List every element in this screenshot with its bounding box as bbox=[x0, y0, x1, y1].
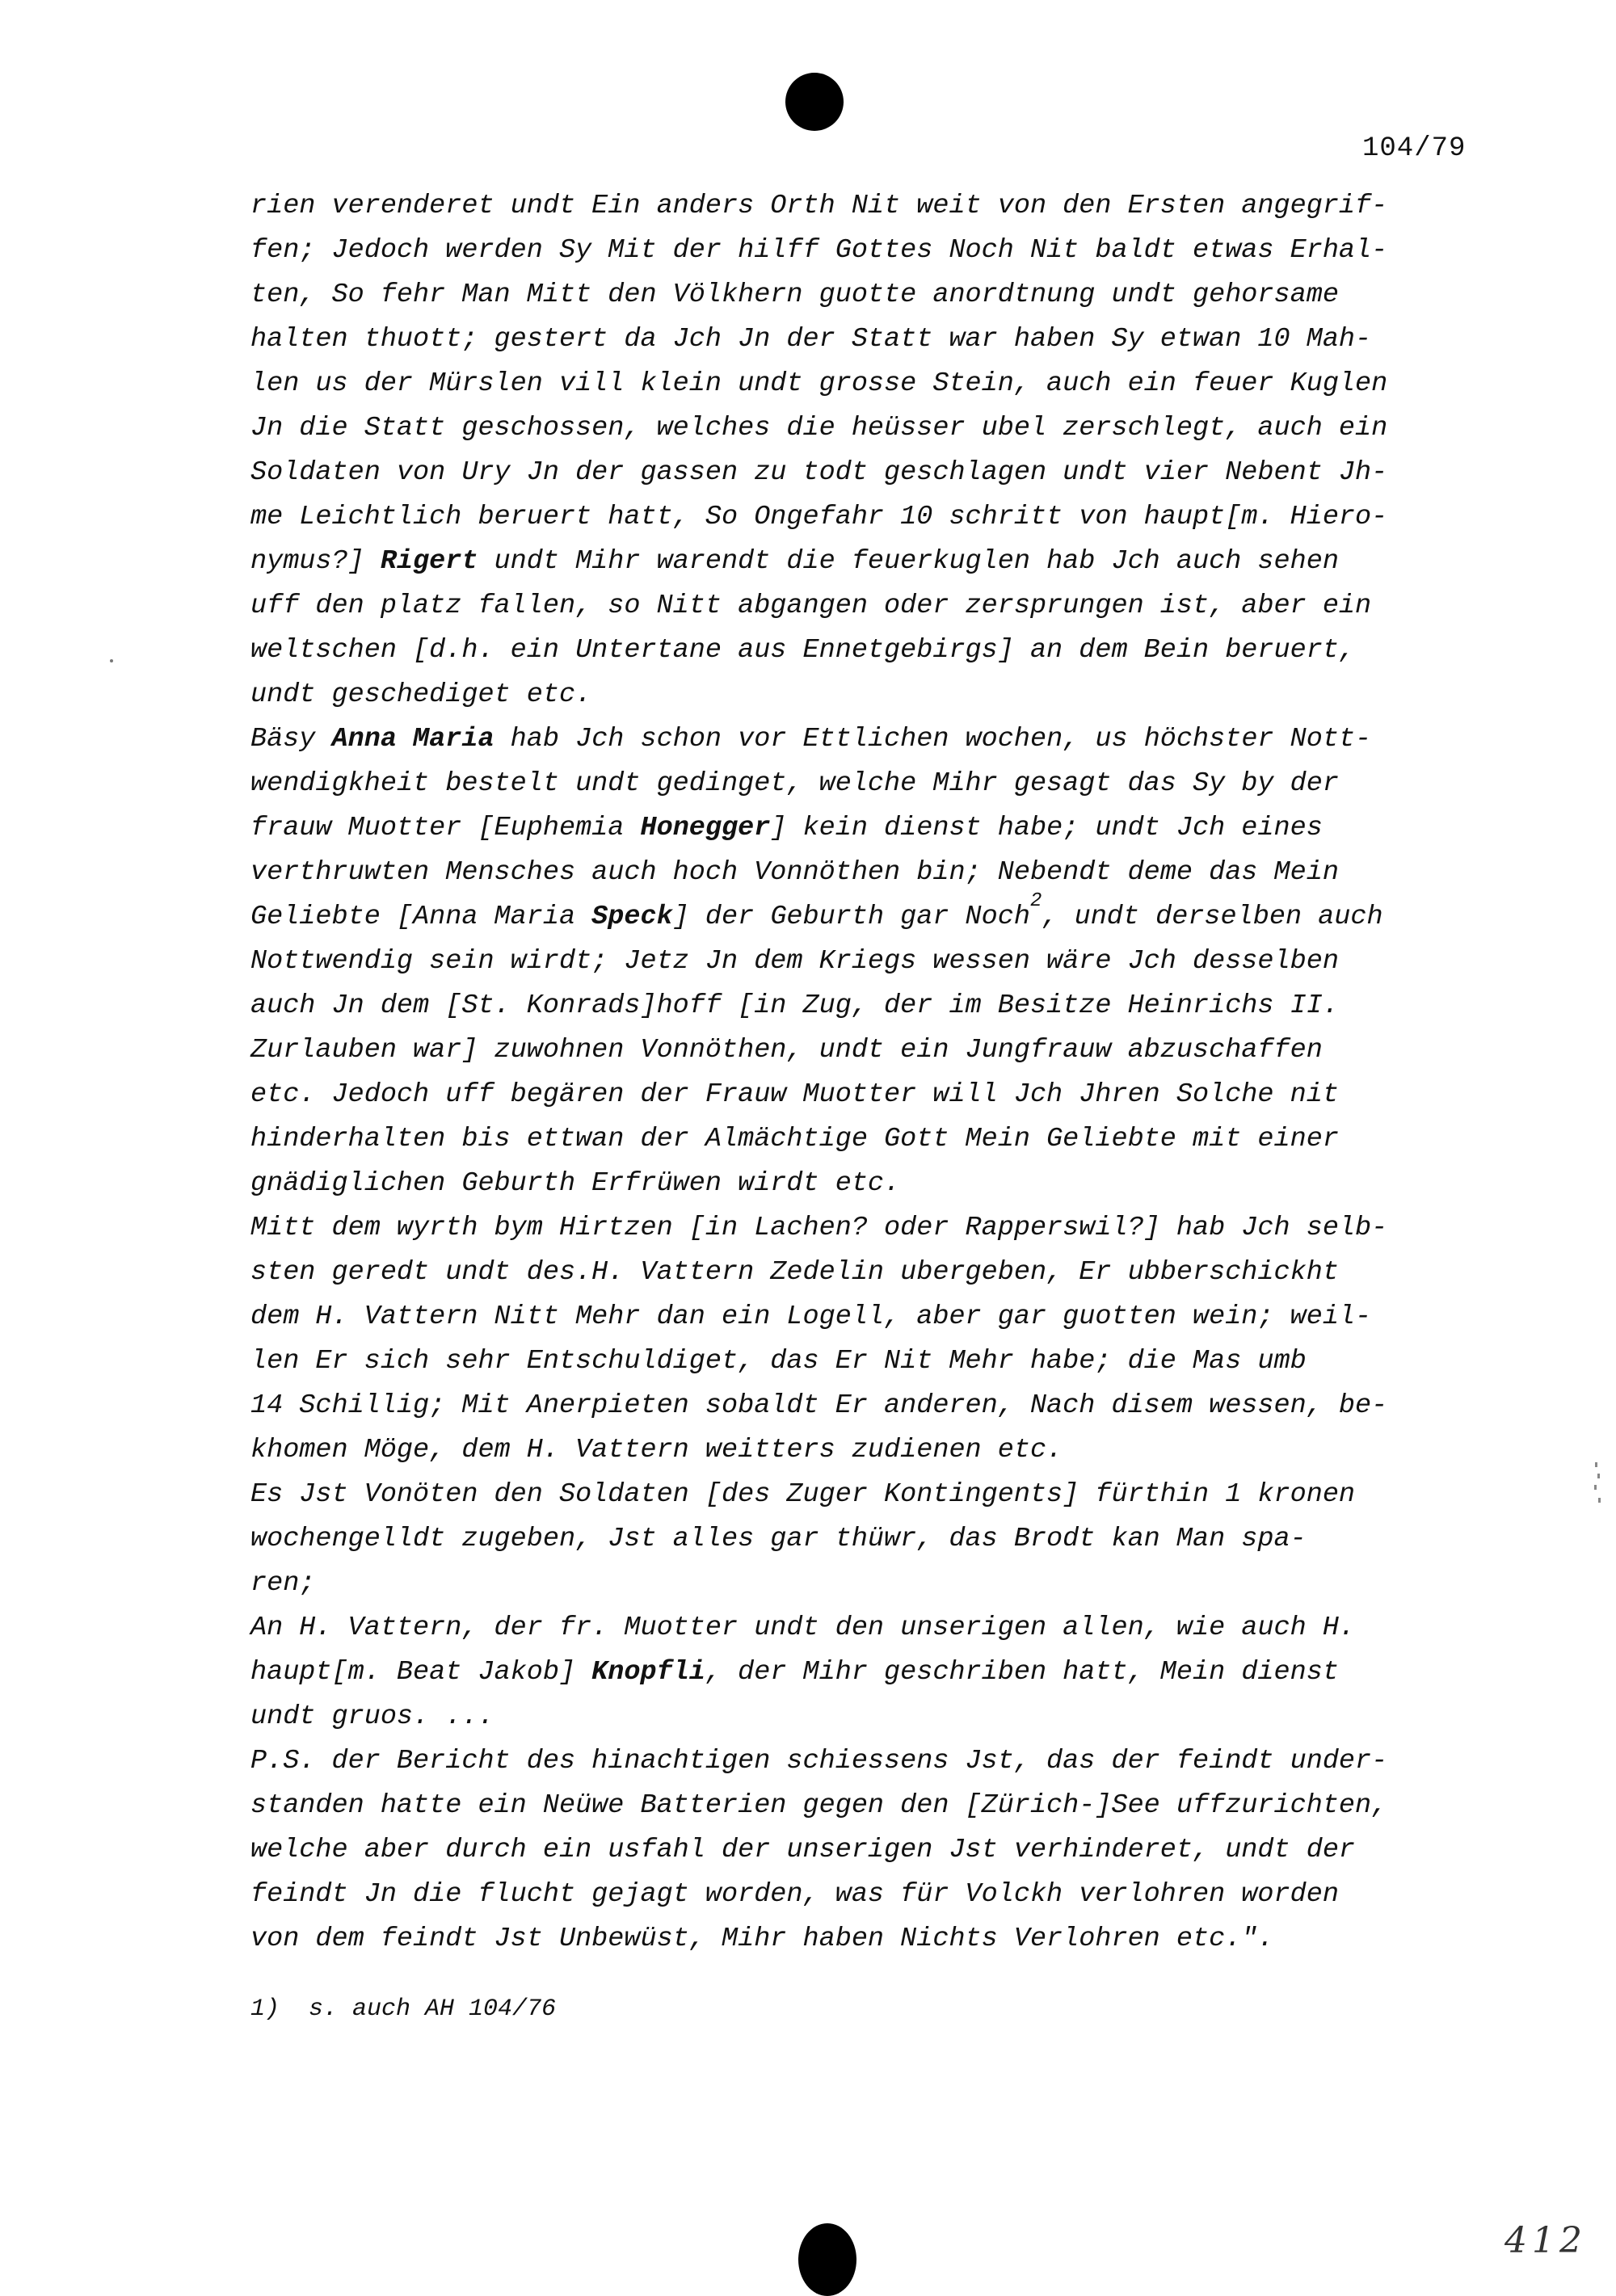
text-segment: len us der Mürslen vill klein undt grosse Stein, auch ein feuer Kuglen bbox=[250, 368, 1388, 399]
text-line bbox=[250, 1117, 1511, 1162]
text-segment: ] kein dienst habe; undt Jch eines bbox=[770, 813, 1323, 843]
text-segment: ren; bbox=[250, 1568, 316, 1599]
text-line bbox=[250, 406, 1511, 451]
text-line bbox=[250, 1028, 1511, 1073]
text-segment: len Er sich sehr Entschuldiget, das Er Nit Mehr habe; die Mas umb bbox=[250, 1346, 1307, 1377]
text-line bbox=[250, 451, 1511, 495]
text-line bbox=[250, 540, 1511, 584]
text-segment: Jn die Statt geschossen, welches die heüsser ubel zerschlegt, auch ein bbox=[250, 413, 1388, 444]
text-line bbox=[250, 584, 1511, 629]
text-line bbox=[250, 1384, 1511, 1428]
text-segment: khomen Möge, dem H. Vattern weitters zudienen etc. bbox=[250, 1435, 1063, 1465]
text-segment: sten geredt undt des.H. Vattern Zedelin ubergeben, Er ubberschickht bbox=[250, 1257, 1339, 1288]
text-line bbox=[250, 629, 1511, 673]
text-segment: von dem feindt Jst Unbewüst, Mihr haben Nichts Verlohren etc.". bbox=[250, 1924, 1274, 1954]
text-segment: uff den platz fallen, so Nitt abgangen oder zersprungen ist, aber ein bbox=[250, 591, 1372, 621]
bold-name: Anna Maria bbox=[331, 724, 494, 755]
text-segment: haupt[m. Beat Jakob] bbox=[250, 1657, 592, 1688]
text-line bbox=[250, 1339, 1511, 1384]
text-segment: undt Mihr warendt die feuerkuglen hab Jch auch sehen bbox=[478, 546, 1339, 577]
bold-name: Rigert bbox=[380, 546, 478, 577]
text-segment: hinderhalten bis ettwan der Almächtige Gott Mein Geliebte mit einer bbox=[250, 1124, 1339, 1154]
text-segment: auch Jn dem [St. Konrads]hoff [in Zug, der im Besitze Heinrichs II. bbox=[250, 990, 1339, 1021]
text-line bbox=[250, 1251, 1511, 1295]
text-line bbox=[250, 1828, 1511, 1873]
text-line bbox=[250, 940, 1511, 984]
text-segment: etc. Jedoch uff begären der Frauw Muotter will Jch Jhren Solche nit bbox=[250, 1079, 1339, 1110]
text-line bbox=[250, 1917, 1511, 1962]
text-segment: wendigkheit bestelt undt gedinget, welche Mihr gesagt das Sy by der bbox=[250, 768, 1339, 799]
text-line bbox=[250, 890, 1511, 940]
text-segment: fen; Jedoch werden Sy Mit der hilff Gottes Noch Nit baldt etwas Erhal- bbox=[250, 235, 1388, 266]
text-line bbox=[250, 1473, 1511, 1517]
text-segment: verthruwten Mensches auch hoch Vonnöthen bin; Nebendt deme das Mein bbox=[250, 857, 1339, 888]
text-segment: An H. Vattern, der fr. Muotter undt den unserigen allen, wie auch H. bbox=[250, 1613, 1356, 1643]
text-segment: nymus?] bbox=[250, 546, 381, 577]
text-line bbox=[250, 806, 1511, 851]
text-segment: undt geschediget etc. bbox=[250, 679, 592, 710]
text-segment: welche aber durch ein usfahl der unserigen Jst verhinderet, undt der bbox=[250, 1835, 1356, 1865]
text-line bbox=[250, 1295, 1511, 1339]
text-line bbox=[250, 1784, 1511, 1828]
text-line bbox=[250, 717, 1511, 762]
text-segment: me Leichtlich beruert hatt, So Ongefahr 10 schritt von haupt[m. Hiero- bbox=[250, 502, 1388, 532]
text-segment: weltschen [d.h. ein Untertane aus Ennetgebirgs] an dem Bein beruert, bbox=[250, 635, 1356, 666]
text-line bbox=[250, 1206, 1511, 1251]
text-line bbox=[250, 1695, 1511, 1739]
bold-name: Knopfli bbox=[591, 1657, 705, 1688]
text-line bbox=[250, 1428, 1511, 1473]
text-segment: ten, So fehr Man Mitt den Völkhern guotte anordtnung undt gehorsame bbox=[250, 280, 1339, 310]
text-line bbox=[250, 1162, 1511, 1206]
text-line bbox=[250, 495, 1511, 540]
text-segment: wochengelldt zugeben, Jst alles gar thüwr, das Brodt kan Man spa- bbox=[250, 1524, 1307, 1554]
text-line bbox=[250, 273, 1511, 317]
text-segment: ] der Geburth gar Noch bbox=[672, 902, 1030, 932]
text-segment: Bäsy bbox=[250, 724, 332, 755]
text-segment: frauw Muotter [Euphemia bbox=[250, 813, 641, 843]
text-line bbox=[250, 851, 1511, 895]
text-line bbox=[250, 984, 1511, 1028]
handwritten-folio-number: 412 bbox=[1504, 2220, 1587, 2261]
text-segment: undt gruos. ... bbox=[250, 1701, 494, 1732]
text-segment: Geliebte [Anna Maria bbox=[250, 902, 592, 932]
text-segment: halten thuott; gestert da Jch Jn der Statt war haben Sy etwan 10 Mah- bbox=[250, 324, 1372, 355]
text-line bbox=[250, 1651, 1511, 1695]
text-line bbox=[250, 1073, 1511, 1117]
margin-speckles bbox=[1593, 1462, 1601, 1511]
text-segment: , der Mihr geschriben hatt, Mein dienst bbox=[705, 1657, 1339, 1688]
text-segment: 14 Schillig; Mit Anerpieten sobaldt Er anderen, Nach disem wessen, be- bbox=[250, 1390, 1388, 1421]
text-segment: Nottwendig sein wirdt; Jetz Jn dem Kriegs wessen wäre Jch desselben bbox=[250, 946, 1339, 977]
text-line bbox=[250, 1606, 1511, 1651]
bold-name: Honegger bbox=[640, 813, 771, 843]
punch-hole-top bbox=[785, 73, 844, 131]
text-segment: Es Jst Vonöten den Soldaten [des Zuger Kontingents] fürthin 1 kronen bbox=[250, 1479, 1356, 1510]
text-line bbox=[250, 1873, 1511, 1917]
text-line bbox=[250, 317, 1511, 362]
text-segment: rien verenderet undt Ein anders Orth Nit weit von den Ersten angegrif- bbox=[250, 191, 1388, 221]
text-segment: P.S. der Bericht des hinachtigen schiessens Jst, das der feindt under- bbox=[250, 1746, 1388, 1777]
text-segment: Soldaten von Ury Jn der gassen zu todt geschlagen undt vier Nebent Jh- bbox=[250, 457, 1388, 488]
text-segment: feindt Jn die flucht gejagt worden, was für Volckh verlohren worden bbox=[250, 1879, 1339, 1910]
margin-mark bbox=[110, 659, 113, 662]
text-line bbox=[250, 362, 1511, 406]
text-segment: standen hatte ein Neüwe Batterien gegen den [Zürich-]See uffzurichten, bbox=[250, 1790, 1388, 1821]
transcription-text bbox=[250, 184, 1511, 1962]
footnote: 1) s. auch AH 104/76 bbox=[250, 1995, 557, 2023]
text-line bbox=[250, 184, 1511, 229]
text-line bbox=[250, 1739, 1511, 1784]
text-line bbox=[250, 762, 1511, 806]
text-line bbox=[250, 1517, 1511, 1562]
text-segment: gnädiglichen Geburth Erfrüwen wirdt etc. bbox=[250, 1168, 901, 1199]
text-line bbox=[250, 1562, 1511, 1606]
text-segment: hab Jch schon vor Ettlichen wochen, us höchster Nott- bbox=[494, 724, 1372, 755]
text-segment: dem H. Vattern Nitt Mehr dan ein Logell, aber gar guotten wein; weil- bbox=[250, 1301, 1372, 1332]
text-line bbox=[250, 229, 1511, 273]
text-segment: , undt derselben auch bbox=[1042, 902, 1383, 932]
text-segment: Zurlauben war] zuwohnen Vonnöthen, undt ein Jungfrauw abzuschaffen bbox=[250, 1035, 1323, 1066]
bold-name: Speck bbox=[591, 902, 673, 932]
footnote-marker: 2 bbox=[1029, 890, 1042, 912]
text-segment: Mitt dem wyrth bym Hirtzen [in Lachen? oder Rapperswil?] hab Jch selb- bbox=[250, 1213, 1388, 1243]
text-line bbox=[250, 673, 1511, 717]
punch-hole-bottom bbox=[798, 2223, 856, 2296]
page-number: 104/79 bbox=[1362, 133, 1467, 164]
